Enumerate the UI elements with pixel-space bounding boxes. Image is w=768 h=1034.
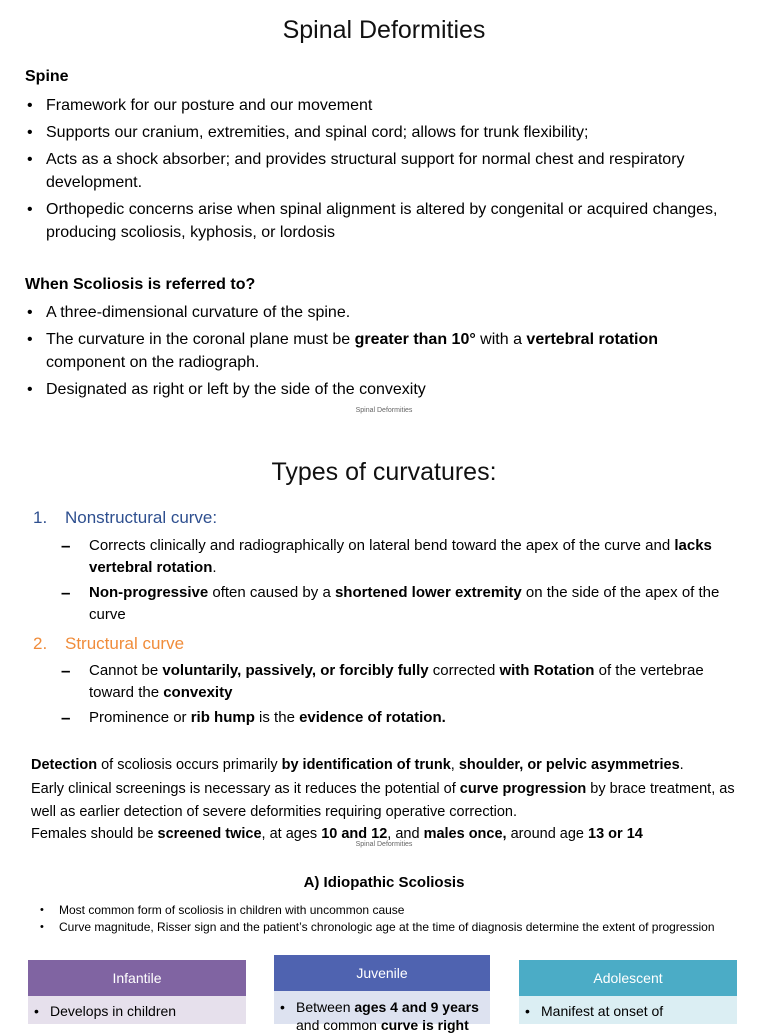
nonstructural-heading xyxy=(33,508,217,528)
spine-bullet: • Supports our cranium, extremities, and spinal cord; allows for trunk flexibility; xyxy=(24,121,739,144)
bold-run: with Rotation xyxy=(499,662,595,679)
bold-run: screened twice xyxy=(157,826,262,842)
text-run: Cannot be xyxy=(89,662,163,679)
bold-run: ages 4 and 9 years xyxy=(354,999,479,1015)
structural-heading xyxy=(33,634,184,654)
spine-bullet: • Orthopedic concerns arise when spinal alignment is altered by congenital or acquired changes, producing scoliosis, kyphosis, or lordosis xyxy=(24,198,739,244)
nonstructural-label: Nonstructural curve: xyxy=(65,508,218,527)
adolescent-card-body xyxy=(519,996,737,1020)
infantile-card-item: • Develops in children xyxy=(34,1002,240,1020)
text-run: The curvature in the coronal plane must be xyxy=(46,331,355,348)
idiopathic-bullet-list xyxy=(40,903,720,937)
text-run: , and xyxy=(387,826,424,842)
juvenile-card xyxy=(274,955,490,1033)
bold-run: Non-progressive xyxy=(89,584,209,601)
text-run: . xyxy=(679,757,684,773)
text-run: Corrects clinically and radiographically on lateral bend toward the apex of the curve and xyxy=(89,537,675,554)
bold-run: curve progression xyxy=(459,781,587,797)
idiopathic-bullet: • Most common form of scoliosis in children with uncommon cause xyxy=(40,903,720,918)
nonstructural-item xyxy=(33,582,758,626)
idiopathic-bullet: • Curve magnitude, Risser sign and the patient’s chronologic age at the time of diagnosis determine the extent of progression xyxy=(40,920,720,935)
juvenile-card-item xyxy=(280,998,484,1034)
infantile-card-body xyxy=(28,996,246,1020)
spine-heading: Spine xyxy=(25,68,69,85)
scoliosis-bullet xyxy=(24,328,739,374)
slide2-footer: Spinal Deformities xyxy=(355,841,413,848)
bold-run: shoulder, or pelvic asymmetries xyxy=(458,757,680,773)
slide3-title: A) Idiopathic Scoliosis xyxy=(303,874,465,891)
text-run: Between xyxy=(296,999,355,1015)
bold-run: voluntarily, passively, or forcibly fully xyxy=(162,662,429,679)
text-run: . xyxy=(212,559,217,576)
bold-run: by identification of trunk xyxy=(281,757,451,773)
structural-item xyxy=(33,707,733,729)
juvenile-card-body xyxy=(274,991,490,1034)
spine-bullet: • Acts as a shock absorber; and provides structural support for normal chest and respiratory development. xyxy=(24,148,739,194)
text-run: with a xyxy=(475,331,527,348)
bold-run: vertebral rotation xyxy=(526,331,659,348)
adolescent-card xyxy=(519,960,737,1024)
bold-run: Detection xyxy=(31,757,98,773)
text-run: by brace treatment, as well as earlier detection of severe deformities requiring operative correction. xyxy=(31,781,735,820)
scoliosis-bullet: • A three-dimensional curvature of the spine. xyxy=(24,301,739,324)
bold-run: males once, xyxy=(423,826,507,842)
bold-run: lacks vertebral rotation xyxy=(89,537,712,576)
text-run: corrected xyxy=(428,662,500,679)
spine-bullet: • Framework for our posture and our movement xyxy=(24,94,739,117)
structural-list xyxy=(33,660,733,732)
text-run: Prominence or xyxy=(89,709,191,726)
scoliosis-heading: When Scoliosis is referred to? xyxy=(25,276,256,293)
text-run: , at ages xyxy=(261,826,322,842)
slide2-title: Types of curvatures: xyxy=(271,458,497,486)
infantile-card xyxy=(28,960,246,1024)
text-run: Females should be xyxy=(31,826,158,842)
juvenile-card-header: Juvenile xyxy=(274,955,490,991)
structural-item xyxy=(33,660,733,704)
bold-run: convexity xyxy=(163,684,233,701)
structural-label: Structural curve xyxy=(65,634,185,653)
bold-run: shortened lower extremity xyxy=(334,584,522,601)
text-run: , xyxy=(450,757,459,773)
bold-run: evidence of rotation. xyxy=(299,709,446,726)
text-run: on the side of the apex of the curve xyxy=(89,584,720,623)
nonstructural-number: 1. xyxy=(33,508,48,527)
text-run: is the xyxy=(254,709,300,726)
text-run: often caused by a xyxy=(208,584,335,601)
structural-number: 2. xyxy=(33,634,48,653)
infantile-card-header: Infantile xyxy=(28,960,246,996)
slide1-title: Spinal Deformities xyxy=(282,16,486,44)
nonstructural-item xyxy=(33,535,758,579)
bold-run: greater than 10° xyxy=(354,331,476,348)
detection-paragraph xyxy=(31,754,761,777)
nonstructural-list xyxy=(33,535,758,629)
spine-bullet-list xyxy=(24,94,739,248)
bold-run: rib hump xyxy=(190,709,255,726)
adolescent-card-header: Adolescent xyxy=(519,960,737,996)
text-run: of the vertebrae toward the xyxy=(89,662,704,701)
bold-run: 10 and 12 xyxy=(321,826,388,842)
text-run: and common xyxy=(296,1017,381,1033)
screening-paragraph xyxy=(31,778,761,824)
adolescent-card-item: • Manifest at onset of xyxy=(525,1002,731,1020)
scoliosis-bullet-list xyxy=(24,301,739,405)
slide1-footer: Spinal Deformities xyxy=(355,407,413,414)
bold-run: 13 or 14 xyxy=(588,826,643,842)
bold-run: curve is right xyxy=(380,1017,469,1033)
text-run: component on the radiograph. xyxy=(46,354,260,371)
scoliosis-bullet: • Designated as right or left by the side of the convexity xyxy=(24,378,739,401)
text-run: of scoliosis occurs primarily xyxy=(97,757,282,773)
text-run: Early clinical screenings is necessary as it reduces the potential of xyxy=(31,781,460,797)
text-run: around age xyxy=(506,826,589,842)
